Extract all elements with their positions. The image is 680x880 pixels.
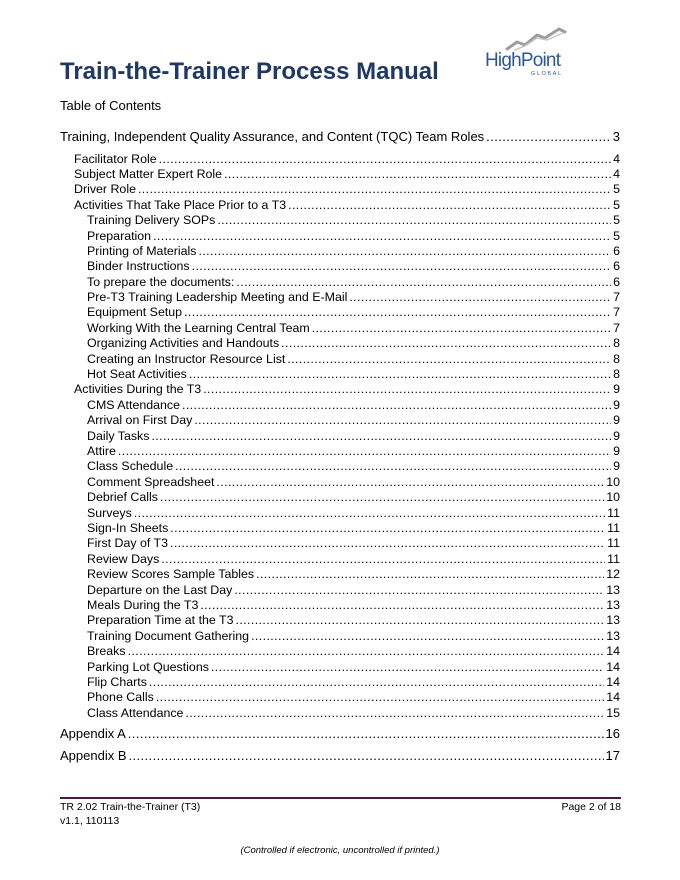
toc-entry[interactable]	[60, 726, 620, 742]
toc-leader-dots	[184, 304, 611, 320]
toc-entry-page: 8	[613, 352, 620, 366]
footer-version: v1.1, 110113	[60, 815, 120, 827]
toc-entry[interactable]	[74, 151, 620, 167]
footer-doc-id: TR 2.02 Train-the-Trainer (T3)	[60, 801, 201, 813]
toc-leader-dots	[224, 166, 611, 182]
toc-entry[interactable]	[87, 659, 620, 675]
toc-entry[interactable]	[87, 397, 620, 413]
toc-leader-dots	[182, 397, 611, 413]
toc-entry[interactable]	[87, 582, 620, 598]
toc-leader-dots	[312, 320, 611, 336]
toc-entry-page: 8	[613, 336, 620, 350]
toc-entry-page: 6	[613, 259, 620, 273]
toc-entry-page: 3	[612, 129, 620, 144]
toc-leader-dots	[217, 212, 611, 228]
toc-entry-page: 12	[606, 567, 620, 581]
toc-entry-title: Debrief Calls	[87, 490, 158, 504]
toc-entry-title: Activities During the T3	[74, 382, 202, 396]
toc-entry-title: Class Attendance	[87, 706, 184, 720]
toc-entry[interactable]	[87, 689, 620, 705]
toc-entry-title: To prepare the documents:	[87, 275, 235, 289]
toc-entry[interactable]	[87, 443, 620, 459]
toc-entry-title: Surveys	[87, 506, 132, 520]
toc-leader-dots	[256, 566, 604, 582]
toc-entry-title: Hot Seat Activities	[87, 367, 187, 381]
toc-entry-page: 14	[606, 690, 620, 704]
toc-entry-title: Review Days	[87, 552, 160, 566]
toc-leader-dots	[129, 748, 604, 764]
toc-leader-dots	[281, 335, 611, 351]
toc-entry[interactable]	[87, 551, 620, 567]
toc-entry-title: Printing of Materials	[87, 244, 197, 258]
toc-entry-title: Review Scores Sample Tables	[87, 567, 255, 581]
toc-entry-page: 14	[606, 675, 620, 689]
toc-entry-title: Preparation Time at the T3	[87, 613, 234, 627]
toc-entry-page: 9	[613, 413, 620, 427]
toc-entry-title: Appendix A	[60, 726, 126, 741]
toc-leader-dots	[349, 289, 611, 305]
logo-swoosh-icon	[505, 26, 575, 52]
toc-entry-page: 4	[613, 167, 620, 181]
toc-leader-dots	[200, 597, 604, 613]
toc-leader-dots	[234, 582, 604, 598]
toc-entry-page: 4	[613, 152, 620, 166]
toc-heading: Table of Contents	[60, 98, 162, 113]
toc-entry[interactable]	[87, 228, 620, 244]
footer-page-number: Page 2 of 18	[561, 801, 621, 813]
toc-entry-page: 10	[606, 475, 620, 489]
toc-entry-title: Training Document Gathering	[87, 629, 250, 643]
toc-entry[interactable]	[87, 212, 620, 228]
toc-entry-page: 11	[607, 506, 620, 520]
toc-entry[interactable]	[74, 181, 620, 197]
toc-entry[interactable]	[87, 628, 620, 644]
toc-entry[interactable]	[87, 520, 620, 536]
toc-entry-title: Equipment Setup	[87, 305, 183, 319]
toc-entry-title: Training Delivery SOPs	[87, 213, 216, 227]
toc-entry-page: 9	[613, 444, 620, 458]
toc-leader-dots	[118, 443, 611, 459]
toc-leader-dots	[175, 458, 611, 474]
toc-entry-page: 7	[613, 290, 620, 304]
toc-entry[interactable]	[87, 674, 620, 690]
toc-entry[interactable]	[60, 129, 620, 145]
toc-entry-page: 11	[607, 521, 620, 535]
toc-leader-dots	[185, 705, 604, 721]
toc-leader-dots	[211, 659, 604, 675]
toc-entry-title: Class Schedule	[87, 459, 174, 473]
toc-entry-title: Arrival on First Day	[87, 413, 193, 427]
toc-entry-title: Pre-T3 Training Leadership Meeting and E-Mail	[87, 290, 348, 304]
toc-entry[interactable]	[87, 243, 620, 259]
toc-entry[interactable]	[74, 166, 620, 182]
toc-entry[interactable]	[87, 351, 620, 367]
toc-leader-dots	[287, 351, 611, 367]
toc-leader-dots	[159, 151, 611, 167]
toc-entry[interactable]	[60, 748, 620, 764]
toc-entry-page: 13	[606, 613, 620, 627]
toc-leader-dots	[128, 643, 605, 659]
toc-entry[interactable]	[87, 566, 620, 582]
toc-entry[interactable]	[87, 366, 620, 382]
toc-entry-page: 5	[613, 229, 620, 243]
toc-leader-dots	[486, 129, 611, 145]
toc-entry-page: 9	[613, 429, 620, 443]
toc-entry-page: 11	[607, 552, 620, 566]
toc-entry-title: Flip Charts	[87, 675, 147, 689]
toc-entry-title: First Day of T3	[87, 536, 169, 550]
toc-entry-title: Facilitator Role	[74, 152, 157, 166]
toc-leader-dots	[251, 628, 604, 644]
toc-entry-title: Activities That Take Place Prior to a T3	[74, 198, 287, 212]
toc-entry-title: Preparation	[87, 229, 152, 243]
toc-entry-page: 16	[605, 726, 620, 741]
toc-entry-page: 5	[613, 182, 620, 196]
toc-entry-title: Subject Matter Expert Role	[74, 167, 223, 181]
toc-entry-title: Driver Role	[74, 182, 136, 196]
toc-leader-dots	[235, 612, 604, 628]
toc-leader-dots	[134, 505, 605, 521]
toc-entry-page: 14	[606, 644, 620, 658]
toc-entry-title: Daily Tasks	[87, 429, 150, 443]
toc-entry-title: Parking Lot Questions	[87, 660, 209, 674]
toc-entry-title: Departure on the Last Day	[87, 583, 233, 597]
toc-entry[interactable]	[74, 197, 620, 213]
toc-entry-page: 7	[613, 321, 620, 335]
toc-leader-dots	[189, 366, 611, 382]
toc-entry-title: Sign-In Sheets	[87, 521, 169, 535]
toc-entry-page: 11	[607, 536, 620, 550]
toc-leader-dots	[149, 674, 604, 690]
toc-leader-dots	[160, 489, 604, 505]
toc-entry-page: 15	[606, 706, 620, 720]
toc-leader-dots	[216, 474, 604, 490]
toc-entry-title: Meals During the T3	[87, 598, 199, 612]
toc-entry-title: Phone Calls	[87, 690, 154, 704]
toc-leader-dots	[203, 381, 611, 397]
toc-entry-title: Creating an Instructor Resource List	[87, 352, 286, 366]
toc-leader-dots	[170, 520, 605, 536]
toc-entry-page: 10	[606, 490, 620, 504]
toc-entry-title: Binder Instructions	[87, 259, 190, 273]
toc-leader-dots	[161, 551, 605, 567]
document-title: Train-the-Trainer Process Manual	[60, 58, 439, 85]
toc-leader-dots	[128, 726, 604, 742]
toc-leader-dots	[170, 535, 605, 551]
footer-control-note: (Controlled if electronic, uncontrolled if printed.)	[240, 845, 440, 856]
toc-entry-title: CMS Attendance	[87, 398, 180, 412]
toc-entry-page: 9	[613, 382, 620, 396]
toc-entry[interactable]	[87, 335, 620, 351]
toc-entry-page: 6	[613, 275, 620, 289]
toc-entry-title: Training, Independent Quality Assurance, and Content (TQC) Team Roles	[60, 129, 485, 144]
footer-doc-info	[60, 800, 200, 828]
toc-entry-page: 5	[613, 198, 620, 212]
toc-entry-page: 14	[606, 660, 620, 674]
toc-entry-title: Working With the Learning Central Team	[87, 321, 310, 335]
toc-entry-title: Breaks	[87, 644, 126, 658]
toc-entry-page: 13	[606, 629, 620, 643]
toc-entry-page: 8	[613, 367, 620, 381]
toc-leader-dots	[156, 689, 604, 705]
toc-entry[interactable]	[87, 428, 620, 444]
toc-entry[interactable]	[87, 597, 620, 613]
toc-entry[interactable]	[74, 381, 620, 397]
toc-entry[interactable]	[87, 505, 620, 521]
toc-entry[interactable]	[87, 474, 620, 490]
toc-entry[interactable]	[87, 320, 620, 336]
toc-entry[interactable]	[87, 612, 620, 628]
toc-entry[interactable]	[87, 458, 620, 474]
toc-entry-title: Organizing Activities and Handouts	[87, 336, 280, 350]
toc-entry[interactable]	[87, 705, 620, 721]
toc-entry[interactable]	[87, 412, 620, 428]
toc-leader-dots	[194, 412, 611, 428]
toc-leader-dots	[288, 197, 611, 213]
toc-entry[interactable]	[87, 258, 620, 274]
toc-entry[interactable]	[87, 274, 620, 290]
logo-wordmark: HighPoint	[485, 50, 561, 71]
toc-entry-page: 13	[606, 583, 620, 597]
toc-leader-dots	[199, 243, 612, 259]
highpoint-logo	[485, 26, 585, 82]
toc-entry[interactable]	[87, 289, 620, 305]
toc-entry[interactable]	[87, 489, 620, 505]
toc-entry[interactable]	[87, 643, 620, 659]
toc-entry-page: 9	[613, 398, 620, 412]
toc-leader-dots	[151, 428, 611, 444]
toc-entry-page: 5	[613, 213, 620, 227]
logo-tagline: GLOBAL	[531, 71, 563, 77]
toc-entry-page: 7	[613, 305, 620, 319]
toc-entry[interactable]	[87, 304, 620, 320]
toc-leader-dots	[138, 181, 611, 197]
toc-entry-title: Attire	[87, 444, 116, 458]
toc-entry-page: 13	[606, 598, 620, 612]
toc-entry-title: Comment Spreadsheet	[87, 475, 215, 489]
toc-leader-dots	[192, 258, 611, 274]
footer-divider	[60, 797, 621, 799]
toc-entry[interactable]	[87, 535, 620, 551]
toc-entry-title: Appendix B	[60, 748, 127, 763]
toc-entry-page: 9	[613, 459, 620, 473]
toc-entry-page: 6	[613, 244, 620, 258]
toc-leader-dots	[153, 228, 611, 244]
toc-entry-page: 17	[605, 748, 620, 763]
toc-leader-dots	[236, 274, 611, 290]
